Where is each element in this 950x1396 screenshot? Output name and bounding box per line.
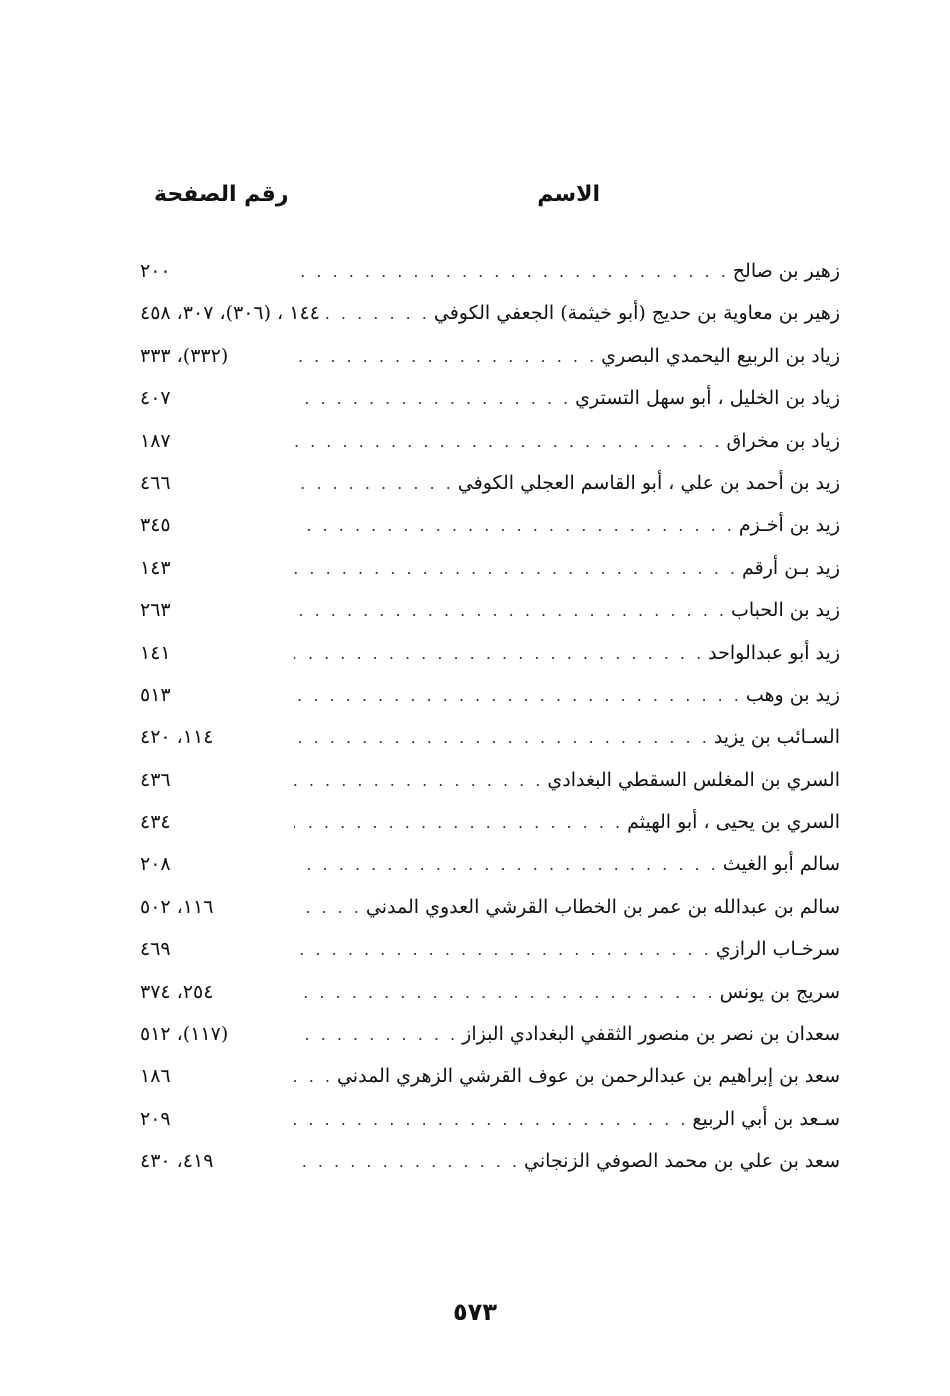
dot-leader [294,548,738,590]
index-entry [140,335,840,377]
entry-page-numbers: ٢٥٤، ٣٧٤ [140,980,214,1003]
name-column-heading: الاسم [537,182,600,207]
entry-page-numbers: ١١٦، ٥٠٢ [140,895,214,918]
entry-name: سعدان بن نصر بن منصور الثقفي البغدادي البزاز [462,1023,840,1046]
entry-page-numbers: ٤٠٧ [140,387,171,410]
entry-name: زيد أبو عبدالواحد [708,641,840,664]
entry-name: سـعد بن أبي الربيع [692,1107,840,1130]
entry-name: زياد بن مخراق [726,429,840,452]
index-entry [140,801,840,843]
index-entry [140,674,840,716]
dot-leader [294,887,362,929]
dot-leader [294,505,735,547]
dot-leader [294,590,727,632]
entry-page-numbers: ٣٤٥ [140,514,171,537]
entry-name: زيد بن أحمد بن علي ، أبو القاسم العجلي الكوفي [457,471,840,494]
dot-leader [294,1099,688,1141]
index-entry [140,1013,840,1055]
dot-leader [294,675,742,717]
dot-leader [294,336,597,378]
dot-leader [294,421,723,463]
index-header [140,182,840,216]
dot-leader [294,378,571,420]
dot-leader [294,760,543,802]
entry-page-numbers: ٢٠٠ [140,260,171,282]
dot-leader [294,1056,333,1098]
entry-page-numbers: ٤٣٤ [140,811,171,834]
dot-leader [294,717,710,759]
entry-name: سعد بن علي بن محمد الصوفي الزنجاني [524,1150,840,1173]
dot-leader [294,972,716,1014]
entry-page-numbers: ١١٤، ٤٢٠ [140,726,214,749]
entry-name: زيد بن وهب [745,683,840,706]
dot-leader [324,293,430,335]
dot-leader [294,1014,458,1056]
entry-page-numbers: ٥١٣ [140,683,171,706]
entry-page-numbers: ١٨٧ [140,429,171,452]
dot-leader [294,463,454,505]
entry-page-numbers: ٤٦٦ [140,471,171,494]
index-entry [140,250,840,292]
entry-page-numbers: ٤٦٩ [140,938,171,961]
index-entry [140,547,840,589]
dot-leader [294,251,729,293]
entry-name: زياد بن الخليل ، أبو سهل التستري [575,387,840,410]
entry-name: سريج بن يونس [719,980,840,1003]
index-entry [140,292,840,334]
entry-page-numbers: ١٤٣ [140,556,171,579]
index-entries-list [140,250,840,1183]
dot-leader [294,844,719,886]
index-entry [140,632,840,674]
dot-leader [294,1141,520,1183]
page-folio-number: ٥٧٣ [453,1298,497,1326]
index-entry [140,1140,840,1182]
entry-name: زيد بن الحباب [730,599,840,622]
entry-name: زهير بن صالح [732,260,840,282]
index-entry [140,462,840,504]
index-entry [140,420,840,462]
page-number-column-heading: رقم الصفحة [154,182,289,207]
index-entry [140,377,840,419]
entry-page-numbers: ٢٦٣ [140,599,171,622]
index-entry [140,1098,840,1140]
entry-page-numbers: ١٤٤ ، (٣٠٦)، ٣٠٧، ٤٥٨ [140,302,320,325]
dot-leader [294,633,704,675]
index-entry [140,759,840,801]
entry-name: زيد بن أخـزم [738,514,840,537]
entry-name: سرخـاب الرازي [715,938,840,961]
entry-name: سالم بن عبدالله بن عمر بن الخطاب القرشي العدوي المدني [365,895,840,918]
entry-name: سعد بن إبراهيم بن عبدالرحمن بن عوف القرشي الزهري المدني [336,1065,840,1088]
entry-page-numbers: ٤٣٦ [140,768,171,791]
index-entry [140,843,840,885]
entry-name: السري بن المغلس السقطي البغدادي [547,768,840,791]
dot-leader [294,929,712,971]
index-entry [140,504,840,546]
index-entry [140,589,840,631]
index-entry [140,886,840,928]
entry-page-numbers: ٢٠٨ [140,853,171,876]
entry-page-numbers: (١١٧)، ٥١٢ [140,1023,229,1046]
index-entry [140,716,840,758]
entry-name: السـائب بن يزيد [713,726,840,749]
entry-name: زهير بن معاوية بن حديج (أبو خيثمة) الجعفي الكوفي [433,302,840,325]
entry-page-numbers: ١٨٦ [140,1065,171,1088]
dot-leader [294,802,623,844]
index-entry [140,1055,840,1097]
entry-page-numbers: ١٤١ [140,641,171,664]
entry-name: سالم أبو الغيث [722,853,840,876]
entry-name: زيد بـن أرقم [741,556,840,579]
index-entry [140,928,840,970]
entry-page-numbers: ٢٠٩ [140,1107,171,1130]
entry-name: السري بن يحيى ، أبو الهيثم [627,811,840,834]
entry-page-numbers: (٣٣٢)، ٣٣٣ [140,344,229,367]
entry-name: زياد بن الربيع اليحمدي البصري [601,344,840,367]
index-entry [140,971,840,1013]
entry-page-numbers: ٤١٩، ٤٣٠ [140,1150,214,1173]
